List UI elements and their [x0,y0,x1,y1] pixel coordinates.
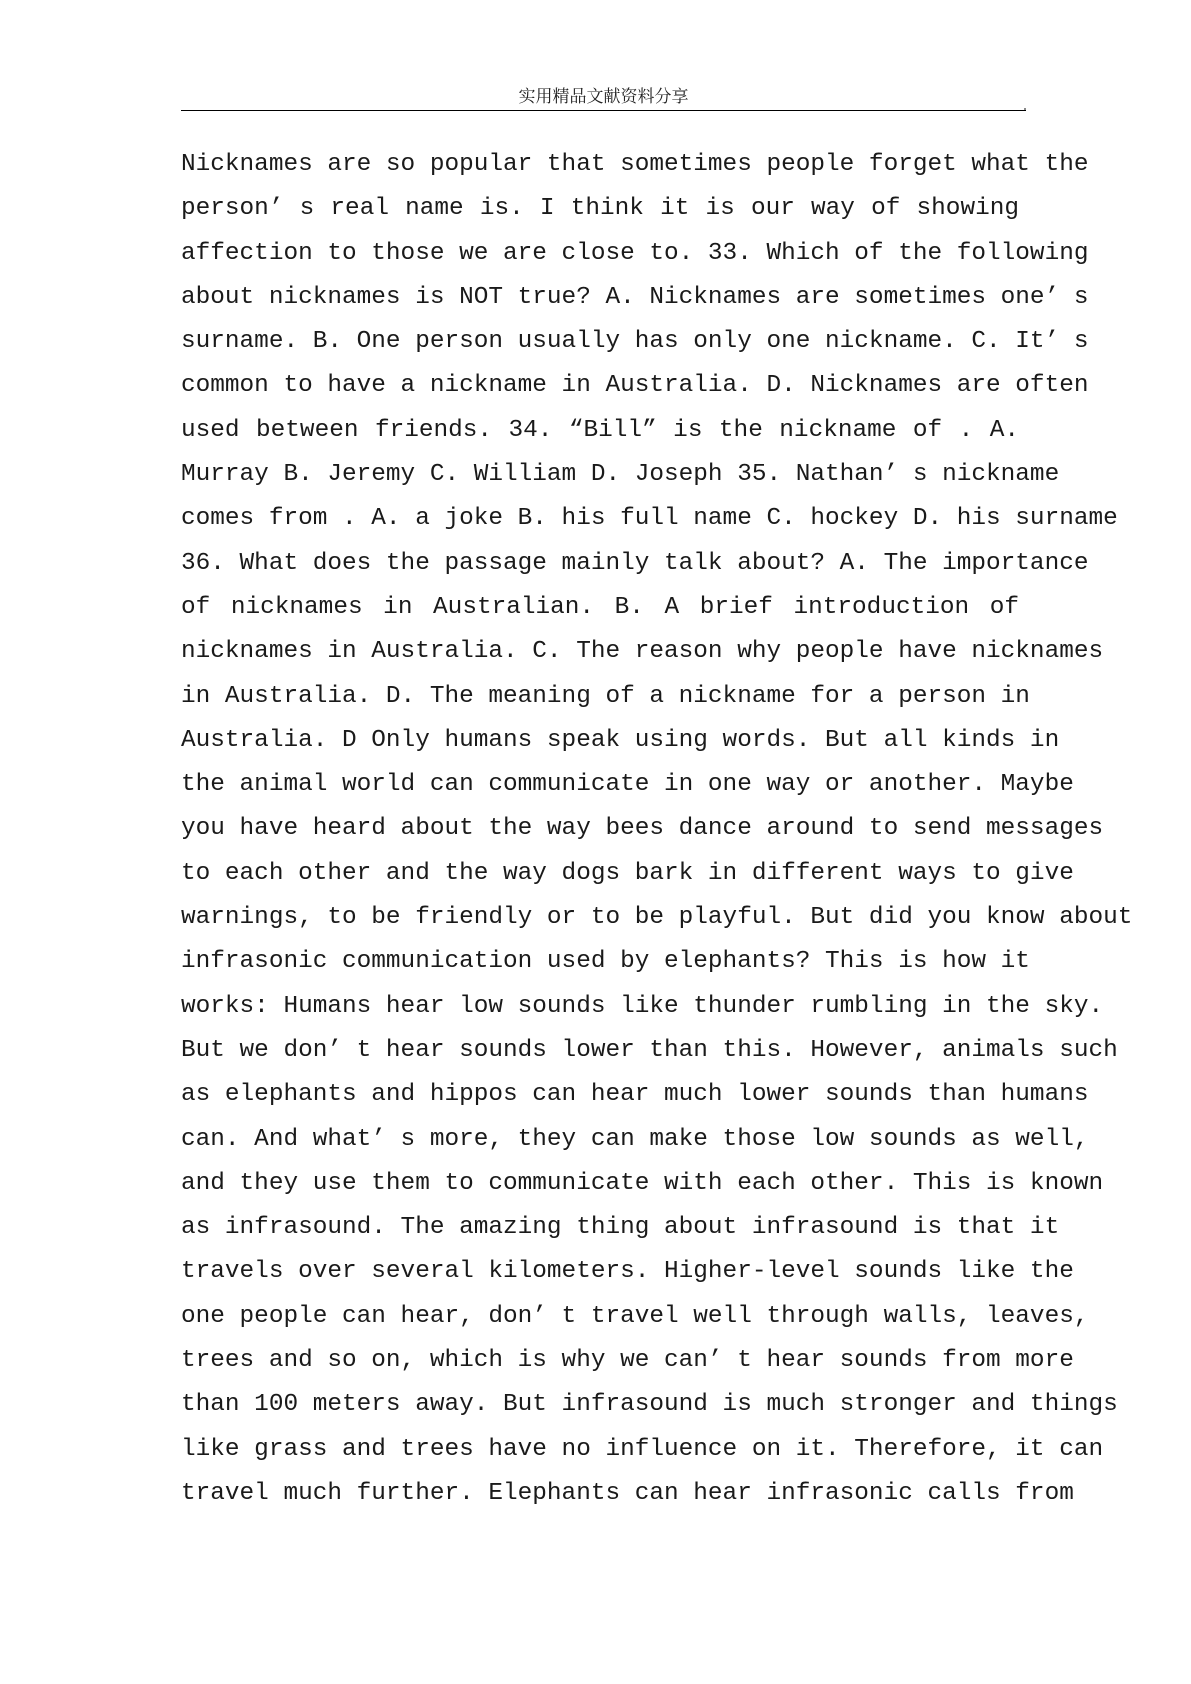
text-line: of nicknames in Australian. B. A brief introduction of [181,593,1019,621]
text-line: comes from . A. a joke B. his full name C. hockey D. his surname [181,505,1118,533]
text-line: Nicknames are so popular that sometimes people forget what the [181,151,1089,178]
text-line: nicknames in Australia. C. The reason why people have nicknames [181,638,1104,666]
text-line: Murray B. Jeremy C. William D. Joseph 35. Nathan’ s nickname [181,461,1060,489]
text-line: person’ s real name is. I think it is our way of showing [181,195,1019,223]
text-line: warnings, to be friendly or to be playful. But did you know about [181,904,1133,932]
text-line: works: Humans hear low sounds like thunder rumbling in the sky. [181,992,1104,1020]
text-line: trees and so on, which is why we can’ t hear sounds from more [181,1347,1074,1375]
text-line: than 100 meters away. But infrasound is much stronger and things [181,1391,1118,1419]
text-line: in Australia. D. The meaning of a nickname for a person in [181,682,1030,710]
header-divider-end-mark [1024,108,1026,110]
text-line: common to have a nickname in Australia. D. Nicknames are often [181,372,1089,400]
text-line: travel much further. Elephants can hear infrasonic calls from [181,1479,1074,1507]
text-line: one people can hear, don’ t travel well through walls, leaves, [181,1302,1089,1330]
header-divider [181,110,1026,111]
text-line: can. And what’ s more, they can make those low sounds as well, [181,1125,1089,1153]
text-line: Australia. D Only humans speak using words. But all kinds in [181,726,1060,754]
text-line: travels over several kilometers. Higher-level sounds like the [181,1258,1074,1286]
text-line: infrasonic communication used by elephants? This is how it [181,948,1030,976]
text-line: and they use them to communicate with each other. This is known [181,1169,1104,1197]
text-line: as elephants and hippos can hear much lower sounds than humans [181,1081,1089,1109]
text-line: to each other and the way dogs bark in different ways to give [181,859,1074,887]
text-line: like grass and trees have no influence on it. Therefore, it can [181,1435,1104,1463]
body-text [181,143,1133,1516]
text-line: 36. What does the passage mainly talk about? A. The importance [181,549,1089,577]
text-line: you have heard about the way bees dance around to send messages [181,815,1104,843]
text-line: the animal world can communicate in one way or another. Maybe [181,771,1074,799]
text-line: surname. B. One person usually has only one nickname. C. It’ s [181,328,1089,356]
text-line: affection to those we are close to. 33. Which of the following [181,239,1089,267]
text-line: But we don’ t hear sounds lower than this. However, animals such [181,1036,1118,1064]
text-line: as infrasound. The amazing thing about infrasound is that it [181,1214,1060,1242]
text-line: about nicknames is NOT true? A. Nicknames are sometimes one’ s [181,283,1089,311]
page-header-title: 实用精品文献资料分享 [518,87,689,107]
text-line: used between friends. 34. “Bill” is the nickname of . A. [181,416,1019,444]
